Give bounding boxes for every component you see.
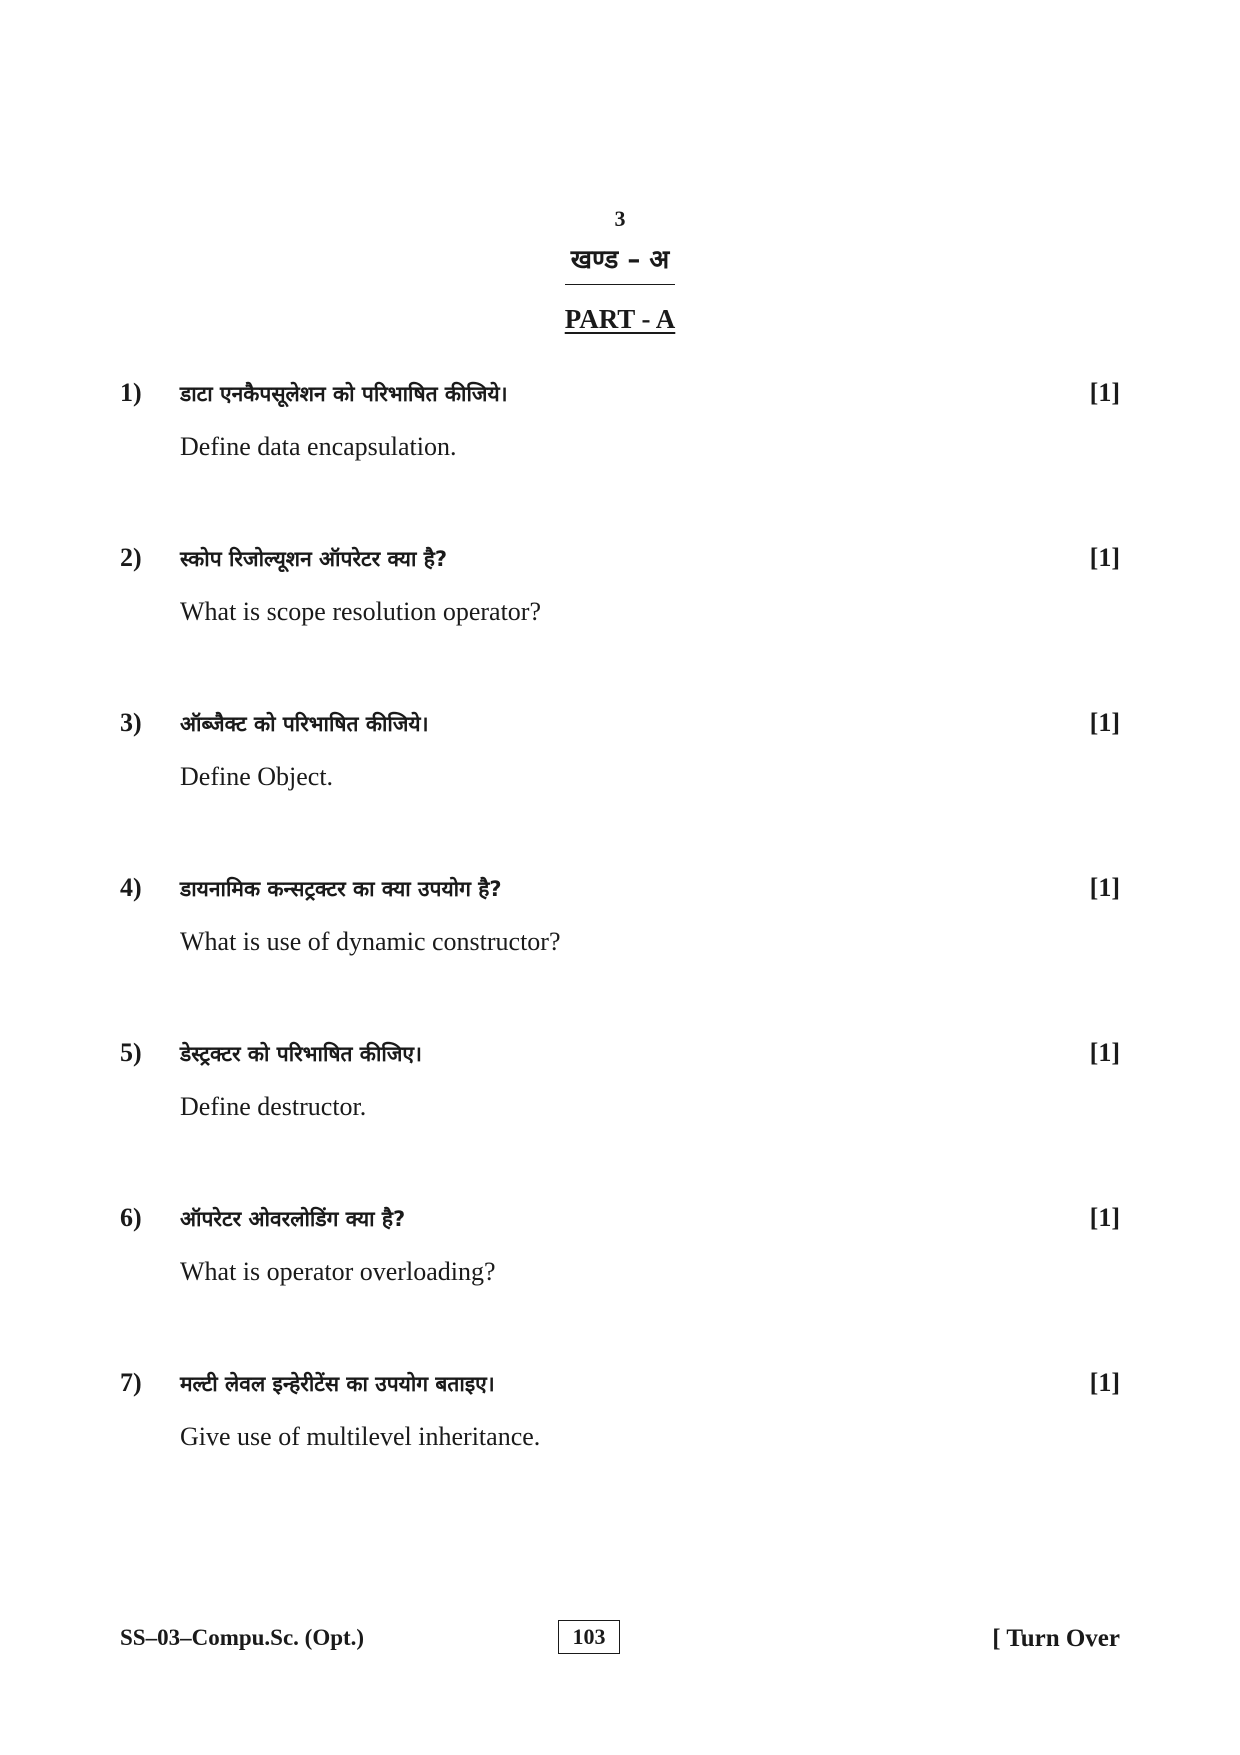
- paper-code: SS–03–Compu.Sc. (Opt.): [120, 1625, 365, 1650]
- question-3: [120, 708, 1120, 818]
- question-text-hindi: डाटा एनकैपसूलेशन को परिभाषित कीजिये।: [180, 382, 508, 406]
- question-text-english: Define destructor.: [180, 1092, 367, 1121]
- question-marks: [1]: [1089, 1368, 1120, 1397]
- question-text-english: What is use of dynamic constructor?: [180, 927, 561, 956]
- question-5: [120, 1038, 1120, 1148]
- question-2: [120, 543, 1120, 653]
- question-text-english: Define Object.: [180, 762, 334, 791]
- section-title-english: PART - A: [564, 304, 676, 334]
- page-number: 3: [614, 206, 626, 231]
- question-7: [120, 1368, 1120, 1478]
- question-text-hindi: मल्टी लेवल इन्हेरीटेंस का उपयोग बताइए।: [180, 1372, 495, 1396]
- question-marks: [1]: [1089, 1038, 1120, 1067]
- question-text-english: Define data encapsulation.: [180, 432, 457, 461]
- question-text-hindi: डेस्ट्रक्टर को परिभाषित कीजिए।: [180, 1042, 422, 1066]
- page-number-box: 103: [558, 1620, 620, 1654]
- question-1: [120, 378, 1120, 488]
- section-title-hindi-text: खण्ड – अ: [565, 240, 676, 285]
- question-text-hindi: डायनामिक कन्सट्रक्टर का क्या उपयोग है?: [180, 877, 502, 901]
- question-number: 7): [120, 1368, 142, 1397]
- question-number: 2): [120, 543, 142, 572]
- question-number: 3): [120, 708, 142, 737]
- question-number: 1): [120, 378, 142, 407]
- question-text-english: Give use of multilevel inheritance.: [180, 1422, 541, 1451]
- question-6: [120, 1203, 1120, 1313]
- question-marks: [1]: [1089, 708, 1120, 737]
- question-4: [120, 873, 1120, 983]
- question-marks: [1]: [1089, 873, 1120, 902]
- question-text-english: What is operator overloading?: [180, 1257, 496, 1286]
- turn-over-label: [ Turn Over: [992, 1625, 1120, 1652]
- question-text-hindi: ऑब्जैक्ट को परिभाषित कीजिये।: [180, 712, 429, 736]
- section-title-hindi: [0, 240, 1240, 285]
- question-number: 4): [120, 873, 142, 902]
- question-marks: [1]: [1089, 378, 1120, 407]
- question-marks: [1]: [1089, 1203, 1120, 1232]
- question-number: 5): [120, 1038, 142, 1067]
- question-number: 6): [120, 1203, 142, 1232]
- question-text-hindi: ऑपरेटर ओवरलोडिंग क्या है?: [180, 1207, 406, 1231]
- question-marks: [1]: [1089, 543, 1120, 572]
- question-text-hindi: स्कोप रिजोल्यूशन ऑपरेटर क्या है?: [180, 547, 448, 571]
- question-text-english: What is scope resolution operator?: [180, 597, 541, 626]
